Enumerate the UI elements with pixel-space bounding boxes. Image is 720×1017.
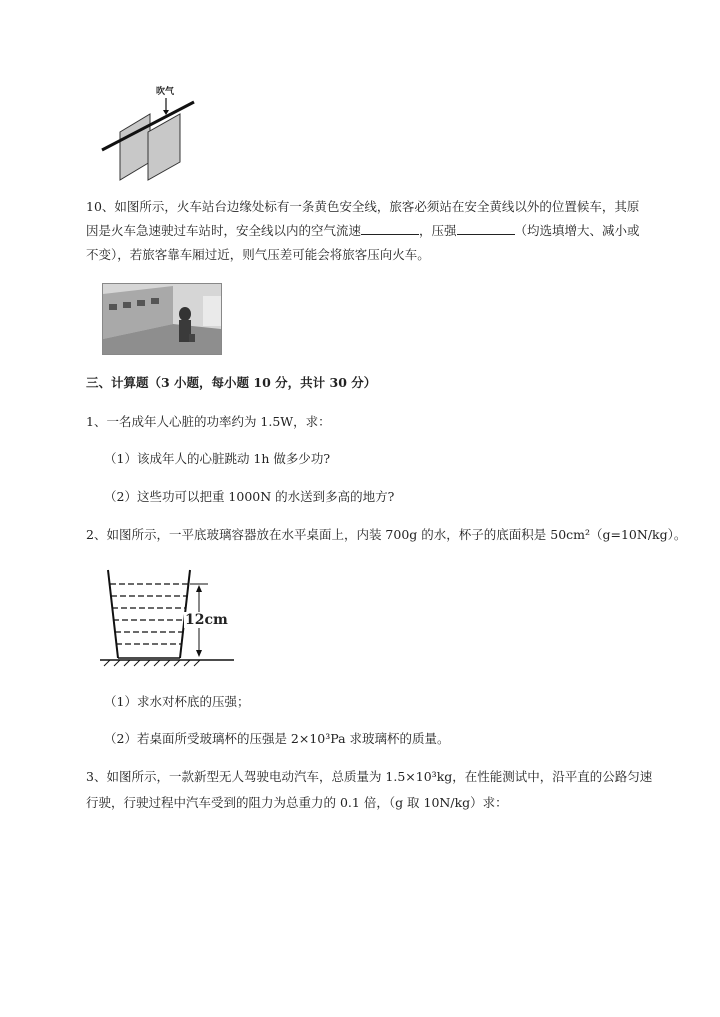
- q10-line2-a: 因是火车急速驶过车站时，安全线以内的空气流速: [86, 223, 362, 238]
- q10-line1: 10、如图所示，火车站台边缘处标有一条黄色安全线，旅客必须站在安全黄线以外的位置候车，其原: [86, 199, 640, 214]
- p2-sub1: （1）求水对杯底的压强；: [104, 694, 250, 709]
- height-label: 12cm: [185, 612, 228, 628]
- q10-line2-b: ，压强: [419, 223, 457, 238]
- q10-line3: 不变），若旅客靠车厢过近，则气压差可能会将旅客压向火车。: [86, 247, 430, 262]
- train-platform-photo: [102, 283, 222, 355]
- glass-container-figure: [98, 562, 238, 672]
- p1-sub2: （2）这些功可以把重 1000N 的水送到多高的地方?: [104, 489, 395, 504]
- p2-stem: 2、如图所示，一平底玻璃容器放在水平桌面上，内装 700g 的水，杯子的底面积是 50cm²（g=10N/kg）。: [86, 527, 687, 542]
- p1-stem: 1、一名成年人心脏的功率约为 1.5W，求：: [86, 414, 331, 429]
- p1-sub1: （1）该成年人的心脏跳动 1h 做多少功?: [104, 451, 331, 466]
- q10-line2: [86, 222, 640, 240]
- blow-label: 吹气: [156, 87, 175, 97]
- figure-paper-sheets: [98, 84, 208, 184]
- p2-sub2: （2）若桌面所受玻璃杯的压强是 2×10³Pa 求玻璃杯的质量。: [104, 731, 450, 746]
- q10-line2-c: （均选填增大、减小或: [514, 223, 640, 238]
- answer-blank-speed[interactable]: [361, 222, 419, 235]
- p3-line2: 行驶，行驶过程中汽车受到的阻力为总重力的 0.1 倍，（g 取 10N/kg）求：: [86, 795, 508, 810]
- p3-line1: 3、如图所示，一款新型无人驾驶电动汽车，总质量为 1.5×10³kg，在性能测试中，沿平直的公路匀速: [86, 769, 653, 784]
- section-title: 三、计算题（3 小题，每小题 10 分，共计 30 分）: [86, 375, 377, 390]
- answer-blank-pressure[interactable]: [457, 222, 515, 235]
